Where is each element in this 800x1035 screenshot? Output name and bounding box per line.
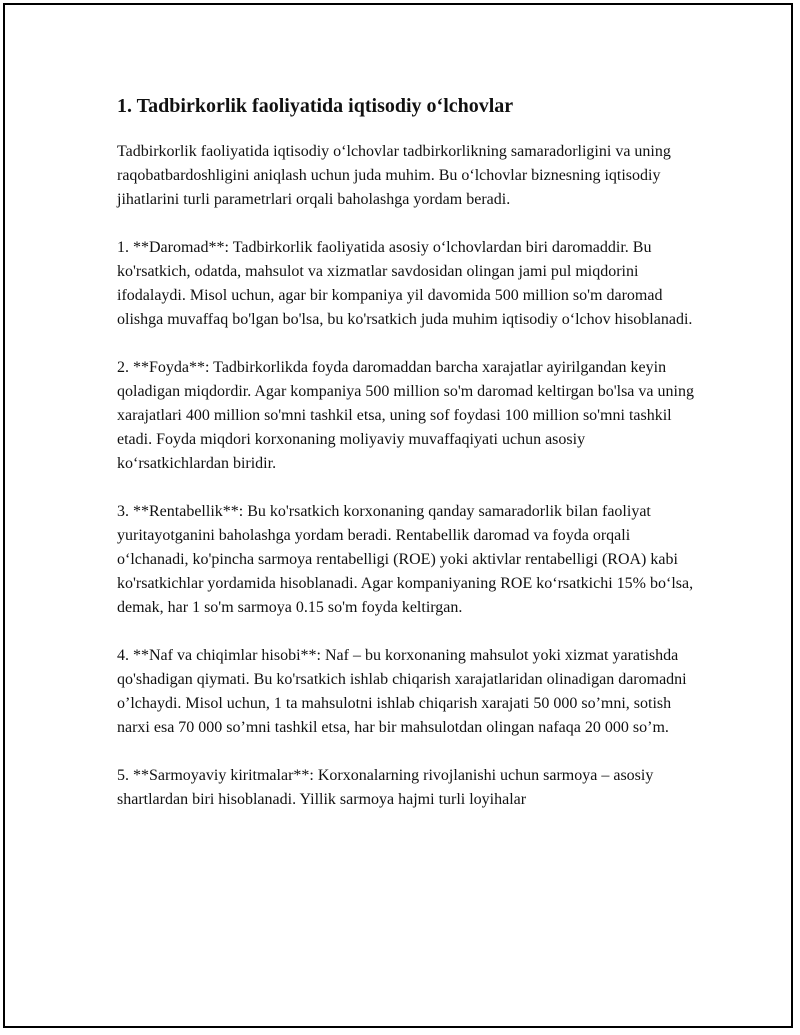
paragraph-daromad: 1. **Daromad**: Tadbirkorlik faoliyatida asosiy o‘lchovlardan biri daromaddir. Bu ko'rsatkich, odatda, mahsulot va xizmatlar savdosidan olingan jami pul miqdorini ifodalaydi. Misol uchun, agar bir kompaniya yil davomida 500 million so'm daromad olishga muvaffaq bo'lgan bo'lsa, bu ko'rsatkich juda muhim iqtisodiy o‘lchov hisoblanadi. <box>117 239 693 328</box>
paragraph-foyda: 2. **Foyda**: Tadbirkorlikda foyda daromaddan barcha xarajatlar ayirilgandan keyin qoladigan miqdordir. Agar kompaniya 500 million so'm daromad keltirgan bo'lsa va uning xarajatlari 400 million so'mni tashkil etsa, uning sof foydasi 100 million so'mni tashkil etadi. Foyda miqdori korxonaning moliyaviy muvaffaqiyati uchun asosiy ko‘rsatkichlardan biridir. <box>117 359 694 472</box>
document-body <box>117 92 697 836</box>
section-heading: 1. Tadbirkorlik faoliyatida iqtisodiy o‘lchovlar <box>117 95 514 117</box>
intro-paragraph: Tadbirkorlik faoliyatida iqtisodiy o‘lchovlar tadbirkorlikning samaradorligini va uning raqobatbardoshligini aniqlash uchun juda muhim. Bu o‘lchovlar biznesning iqtisodiy jihatlarini turli parametrlari orqali baholashga yordam beradi. <box>117 143 671 208</box>
paragraph-naf: 4. **Naf va chiqimlar hisobi**: Naf – bu korxonaning mahsulot yoki xizmat yaratishda qo'shadigan qiymati. Bu ko'rsatkich ishlab chiqarish xarajatlaridan olinadigan daromadni o’lchaydi. Misol uchun, 1 ta mahsulotni ishlab chiqarish xarajati 50 000 so’mni, sotish narxi esa 70 000 so’mni tashkil etsa, har bir mahsulotdan olingan nafaqa 20 000 so’m. <box>117 647 687 736</box>
paragraph-rentabellik: 3. **Rentabellik**: Bu ko'rsatkich korxonaning qanday samaradorlik bilan faoliyat yuritayotganini baholashga yordam beradi. Rentabellik daromad va foyda orqali o‘lchanadi, ko'pincha sarmoya rentabelligi (ROE) yoki aktivlar rentabelligi (ROA) kabi ko'rsatkichlar yordamida hisoblanadi. Agar kompaniyaning ROE ko‘rsatkichi 15% bo‘lsa, demak, har 1 so'm sarmoya 0.15 so'm foyda keltirgan. <box>117 503 694 616</box>
paragraph-sarmoya: 5. **Sarmoyaviy kiritmalar**: Korxonalarning rivojlanishi uchun sarmoya – asosiy shartlardan biri hisoblanadi. Yillik sarmoya hajmi turli loyihalar <box>117 767 654 808</box>
